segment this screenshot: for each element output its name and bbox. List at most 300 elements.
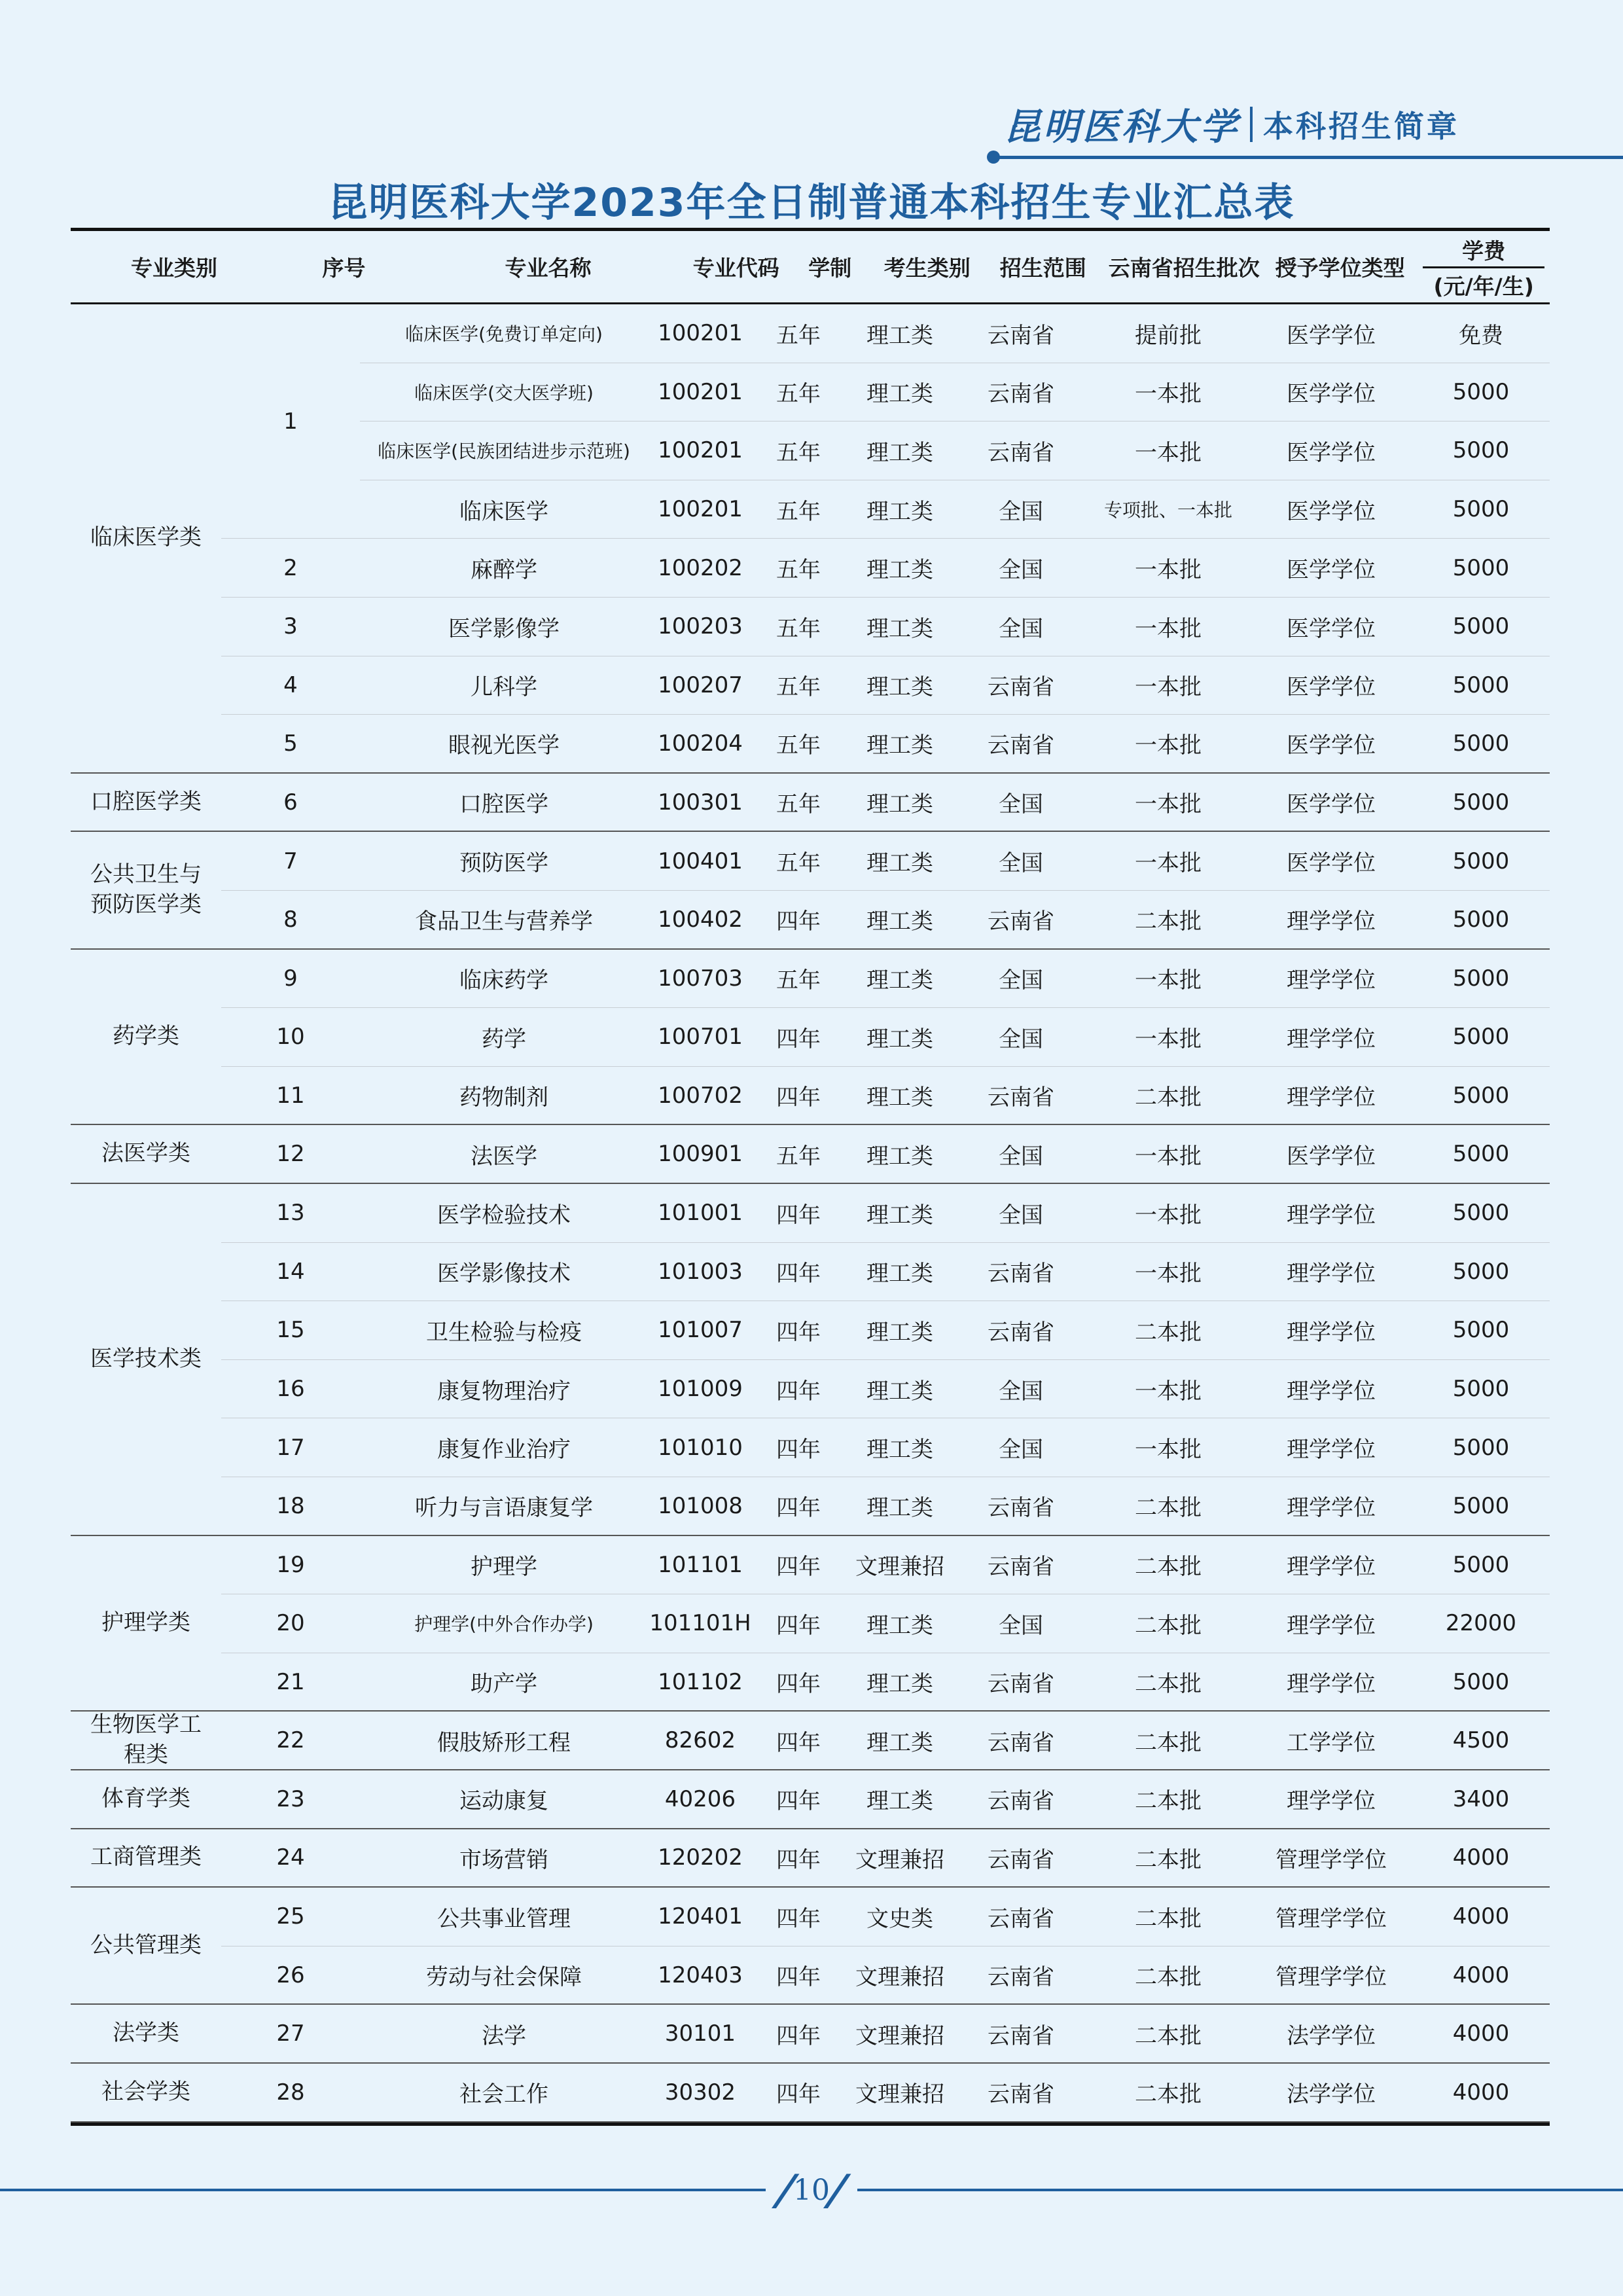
category-group [71,1888,1550,2005]
duration-cell: 四年 [753,1653,844,1712]
major-code-cell: 100203 [648,598,753,656]
seq-group [221,598,1550,656]
duration-cell: 五年 [753,422,844,480]
seq-rows [360,1770,1550,1829]
fee-cell: 5000 [1412,1536,1550,1595]
degree-cell: 理学学位 [1250,1653,1412,1712]
major-code-cell: 100701 [648,1008,753,1067]
duration-cell: 四年 [753,1536,844,1595]
degree-cell: 医学学位 [1250,832,1412,891]
table-row [360,1653,1550,1712]
seq-group [221,1888,1550,1946]
fee-cell: 5000 [1412,1008,1550,1067]
batch-cell: 专项批、一本批 [1086,480,1250,539]
header-major-name: 专业名称 [505,255,592,281]
degree-cell: 法学学位 [1250,2064,1412,2123]
degree-cell: 理学学位 [1250,1477,1412,1536]
fee-cell: 4000 [1412,1829,1550,1888]
student-type-cell: 理工类 [844,1243,955,1302]
scope-cell: 云南省 [955,1301,1086,1360]
seq-group [221,1301,1550,1360]
table-row [360,1888,1550,1946]
category-rows [221,2064,1550,2123]
scope-cell: 云南省 [955,304,1086,363]
seq-rows [360,891,1550,950]
seq-cell: 12 [221,1125,360,1184]
major-name-cell: 医学影像技术 [360,1243,648,1302]
duration-cell: 四年 [753,1243,844,1302]
table-row [360,2064,1550,2123]
major-name-cell: 临床医学(交大医学班) [360,363,648,422]
fee-cell: 4000 [1412,1946,1550,2005]
batch-cell: 一本批 [1086,1243,1250,1302]
page-slash-right: / [821,2165,855,2215]
scope-cell: 全国 [955,539,1086,598]
fee-cell: 5000 [1412,1243,1550,1302]
seq-group [221,1712,1550,1770]
seq-group [221,774,1550,833]
header-duration: 学制 [808,255,852,281]
seq-rows [360,1418,1550,1477]
student-type-cell: 理工类 [844,304,955,363]
major-code-cell: 101010 [648,1418,753,1477]
table-row [360,715,1550,774]
degree-cell: 理学学位 [1250,891,1412,950]
major-name-cell: 眼视光医学 [360,715,648,774]
header-fee-unit: (元/年/生) [1423,266,1544,301]
seq-rows [360,304,1550,539]
batch-cell: 二本批 [1086,1770,1250,1829]
seq-cell: 15 [221,1301,360,1360]
degree-cell: 理学学位 [1250,1243,1412,1302]
major-name-cell: 法学 [360,2005,648,2064]
major-code-cell: 120401 [648,1888,753,1946]
page-number [766,2165,857,2215]
table-row [360,774,1550,833]
table-row [360,598,1550,656]
seq-rows [360,1243,1550,1302]
category-rows [221,1770,1550,1829]
major-name-cell: 社会工作 [360,2064,648,2123]
batch-cell: 二本批 [1086,891,1250,950]
major-code-cell: 120202 [648,1829,753,1888]
category-rows [221,1712,1550,1770]
student-type-cell: 理工类 [844,774,955,833]
fee-cell: 5000 [1412,1067,1550,1126]
category-group [71,1712,1550,1770]
seq-cell: 2 [221,539,360,598]
batch-cell: 二本批 [1086,2005,1250,2064]
seq-cell: 22 [221,1712,360,1770]
header-brand [1004,98,1459,151]
page-title: 昆明医科大学2023年全日制普通本科招生专业汇总表 [328,180,1295,226]
scope-cell: 云南省 [955,1946,1086,2005]
scope-cell: 云南省 [955,1829,1086,1888]
category-cell: 药学类 [71,950,221,1126]
batch-cell: 一本批 [1086,1360,1250,1419]
table-row [360,1594,1550,1653]
table-row [360,1360,1550,1419]
degree-cell: 理学学位 [1250,1418,1412,1477]
category-cell: 法学类 [71,2005,221,2064]
category-group [71,1829,1550,1888]
fee-cell: 4500 [1412,1712,1550,1770]
student-type-cell: 文理兼招 [844,1946,955,2005]
fee-cell: 5000 [1412,539,1550,598]
major-code-cell: 101102 [648,1653,753,1712]
seq-group [221,1360,1550,1419]
student-type-cell: 文理兼招 [844,2005,955,2064]
major-code-cell: 100703 [648,950,753,1009]
major-name-cell: 劳动与社会保障 [360,1946,648,2005]
seq-cell: 28 [221,2064,360,2123]
duration-cell: 四年 [753,1008,844,1067]
major-code-cell: 100901 [648,1125,753,1184]
major-code-cell: 100201 [648,363,753,422]
fee-cell: 5000 [1412,950,1550,1009]
seq-rows [360,2064,1550,2123]
scope-cell: 全国 [955,1184,1086,1243]
seq-group [221,1243,1550,1302]
table-row [360,950,1550,1009]
major-name-cell: 康复物理治疗 [360,1360,648,1419]
fee-cell: 5000 [1412,1301,1550,1360]
fee-cell: 5000 [1412,480,1550,539]
duration-cell: 五年 [753,774,844,833]
category-rows [221,950,1550,1126]
seq-rows [360,1653,1550,1712]
category-rows [221,774,1550,833]
student-type-cell: 理工类 [844,422,955,480]
degree-cell: 理学学位 [1250,1360,1412,1419]
major-name-cell: 听力与言语康复学 [360,1477,648,1536]
batch-cell: 一本批 [1086,598,1250,656]
table-row [360,422,1550,480]
batch-cell: 一本批 [1086,539,1250,598]
scope-cell: 全国 [955,1008,1086,1067]
major-name-cell: 假肢矫形工程 [360,1712,648,1770]
scope-cell: 云南省 [955,1888,1086,1946]
seq-rows [360,950,1550,1009]
table-row [360,1477,1550,1536]
batch-cell: 二本批 [1086,1946,1250,2005]
major-name-cell: 法医学 [360,1125,648,1184]
scope-cell: 云南省 [955,422,1086,480]
category-rows [221,1829,1550,1888]
table-row [360,480,1550,539]
duration-cell: 五年 [753,480,844,539]
duration-cell: 四年 [753,891,844,950]
degree-cell: 管理学学位 [1250,1946,1412,2005]
scope-cell: 云南省 [955,715,1086,774]
fee-cell: 5000 [1412,1418,1550,1477]
major-name-cell: 康复作业治疗 [360,1418,648,1477]
seq-group [221,891,1550,950]
batch-cell: 一本批 [1086,363,1250,422]
seq-cell: 6 [221,774,360,833]
major-code-cell: 100204 [648,715,753,774]
seq-group [221,1477,1550,1536]
scope-cell: 云南省 [955,1712,1086,1770]
student-type-cell: 理工类 [844,1360,955,1419]
major-code-cell: 101001 [648,1184,753,1243]
seq-group [221,304,1550,539]
major-code-cell: 30101 [648,2005,753,2064]
student-type-cell: 理工类 [844,1477,955,1536]
batch-cell: 二本批 [1086,1301,1250,1360]
seq-cell: 4 [221,656,360,715]
duration-cell: 五年 [753,304,844,363]
student-type-cell: 理工类 [844,1008,955,1067]
batch-cell: 一本批 [1086,832,1250,891]
batch-cell: 一本批 [1086,1125,1250,1184]
batch-cell: 二本批 [1086,1653,1250,1712]
degree-cell: 理学学位 [1250,1067,1412,1126]
seq-group [221,1067,1550,1126]
seq-group [221,1653,1550,1712]
seq-cell: 21 [221,1653,360,1712]
header-fee-label: 学费 [1462,238,1506,264]
batch-cell: 二本批 [1086,1594,1250,1653]
fee-cell: 4000 [1412,1888,1550,1946]
batch-cell: 一本批 [1086,774,1250,833]
category-rows [221,2005,1550,2064]
major-name-cell: 药物制剂 [360,1067,648,1126]
student-type-cell: 文史类 [844,1888,955,1946]
seq-rows [360,1946,1550,2005]
duration-cell: 五年 [753,363,844,422]
category-rows [221,304,1550,774]
category-cell: 生物医学工程类 [71,1712,221,1770]
category-group [71,832,1550,949]
major-code-cell: 120403 [648,1946,753,2005]
seq-cell: 13 [221,1184,360,1243]
student-type-cell: 理工类 [844,1770,955,1829]
category-group [71,1536,1550,1712]
table-row [360,1712,1550,1770]
student-type-cell: 文理兼招 [844,2064,955,2123]
fee-cell: 22000 [1412,1594,1550,1653]
major-code-cell: 100202 [648,539,753,598]
student-type-cell: 理工类 [844,656,955,715]
seq-rows [360,1125,1550,1184]
seq-rows [360,1008,1550,1067]
major-name-cell: 临床医学(民族团结进步示范班) [360,422,648,480]
table-body [71,304,1550,2123]
seq-cell: 24 [221,1829,360,1888]
table-row [360,832,1550,891]
scope-cell: 云南省 [955,1653,1086,1712]
duration-cell: 四年 [753,2005,844,2064]
fee-cell: 5000 [1412,774,1550,833]
category-cell: 护理学类 [71,1536,221,1712]
table-row [360,1829,1550,1888]
category-group [71,774,1550,833]
fee-cell: 5000 [1412,832,1550,891]
batch-cell: 二本批 [1086,1829,1250,1888]
student-type-cell: 理工类 [844,1418,955,1477]
major-name-cell: 临床医学 [360,480,648,539]
duration-cell: 四年 [753,1770,844,1829]
major-name-cell: 运动康复 [360,1770,648,1829]
seq-rows [360,1536,1550,1595]
seq-rows [360,539,1550,598]
seq-rows [360,1477,1550,1536]
major-code-cell: 30302 [648,2064,753,2123]
major-code-cell: 100702 [648,1067,753,1126]
duration-cell: 五年 [753,715,844,774]
batch-cell: 一本批 [1086,1008,1250,1067]
scope-cell: 全国 [955,1418,1086,1477]
seq-rows [360,1829,1550,1888]
table-row [360,2005,1550,2064]
category-cell: 口腔医学类 [71,774,221,833]
header-category: 专业类别 [130,255,217,281]
duration-cell: 四年 [753,1594,844,1653]
category-rows [221,1536,1550,1712]
header-degree: 授予学位类型 [1275,255,1405,281]
scope-cell: 云南省 [955,1067,1086,1126]
seq-group [221,832,1550,891]
degree-cell: 医学学位 [1250,715,1412,774]
brochure-subtitle: 本科招生简章 [1263,109,1459,144]
table-row [360,363,1550,422]
major-name-cell: 公共事业管理 [360,1888,648,1946]
page-number-text: 10 [793,2173,830,2207]
degree-cell: 医学学位 [1250,422,1412,480]
student-type-cell: 理工类 [844,891,955,950]
seq-cell: 1 [221,304,360,539]
table-row [360,1301,1550,1360]
batch-cell: 一本批 [1086,422,1250,480]
batch-cell: 一本批 [1086,1184,1250,1243]
table-row [360,1243,1550,1302]
major-code-cell: 100207 [648,656,753,715]
major-code-cell: 101101H [648,1594,753,1653]
category-cell: 社会学类 [71,2064,221,2123]
table-row [360,1536,1550,1595]
degree-cell: 医学学位 [1250,656,1412,715]
duration-cell: 四年 [753,1477,844,1536]
major-code-cell: 101101 [648,1536,753,1595]
major-code-cell: 101007 [648,1301,753,1360]
major-name-cell: 医学检验技术 [360,1184,648,1243]
scope-cell: 云南省 [955,363,1086,422]
batch-cell: 一本批 [1086,656,1250,715]
category-cell: 工商管理类 [71,1829,221,1888]
header-fee [1418,231,1550,302]
table-row [360,1946,1550,2005]
seq-cell: 5 [221,715,360,774]
major-code-cell: 82602 [648,1712,753,1770]
student-type-cell: 理工类 [844,598,955,656]
scope-cell: 全国 [955,950,1086,1009]
duration-cell: 四年 [753,1712,844,1770]
category-cell: 公共卫生与预防医学类 [71,832,221,949]
seq-group [221,2064,1550,2123]
header-scope: 招生范围 [999,255,1086,281]
duration-cell: 四年 [753,1301,844,1360]
seq-group [221,539,1550,598]
degree-cell: 理学学位 [1250,950,1412,1009]
fee-cell: 5000 [1412,1184,1550,1243]
seq-cell: 8 [221,891,360,950]
batch-cell: 一本批 [1086,950,1250,1009]
header-separator [1250,107,1253,142]
major-code-cell: 101003 [648,1243,753,1302]
batch-cell: 二本批 [1086,1477,1250,1536]
seq-cell: 27 [221,2005,360,2064]
category-group [71,1125,1550,1184]
university-name: 昆明医科大学 [1004,105,1240,149]
category-cell: 体育学类 [71,1770,221,1829]
major-name-cell: 口腔医学 [360,774,648,833]
major-name-cell: 儿科学 [360,656,648,715]
seq-rows [360,832,1550,891]
seq-cell: 11 [221,1067,360,1126]
scope-cell: 全国 [955,598,1086,656]
scope-cell: 全国 [955,480,1086,539]
scope-cell: 全国 [955,1360,1086,1419]
degree-cell: 医学学位 [1250,598,1412,656]
scope-cell: 全国 [955,774,1086,833]
degree-cell: 医学学位 [1250,774,1412,833]
seq-group [221,1946,1550,2005]
fee-cell: 免费 [1412,304,1550,363]
major-code-cell: 101009 [648,1360,753,1419]
seq-group [221,1536,1550,1595]
fee-cell: 3400 [1412,1770,1550,1829]
seq-group [221,950,1550,1009]
student-type-cell: 理工类 [844,363,955,422]
header-student-type: 考生类别 [883,255,971,281]
seq-rows [360,1184,1550,1243]
duration-cell: 五年 [753,656,844,715]
seq-cell: 14 [221,1243,360,1302]
duration-cell: 四年 [753,2064,844,2123]
seq-cell: 16 [221,1360,360,1419]
seq-rows [360,715,1550,774]
seq-group [221,1770,1550,1829]
student-type-cell: 理工类 [844,1067,955,1126]
table-row [360,539,1550,598]
fee-cell: 5000 [1412,598,1550,656]
major-code-cell: 100301 [648,774,753,833]
scope-cell: 云南省 [955,1477,1086,1536]
category-group [71,950,1550,1126]
student-type-cell: 文理兼招 [844,1536,955,1595]
seq-group [221,656,1550,715]
seq-rows [360,1712,1550,1770]
major-name-cell: 卫生检验与检疫 [360,1301,648,1360]
degree-cell: 医学学位 [1250,480,1412,539]
seq-cell: 19 [221,1536,360,1595]
seq-cell: 20 [221,1594,360,1653]
duration-cell: 五年 [753,1125,844,1184]
scope-cell: 云南省 [955,656,1086,715]
header-rule [992,156,1623,159]
duration-cell: 四年 [753,1888,844,1946]
student-type-cell: 理工类 [844,1712,955,1770]
major-code-cell: 101008 [648,1477,753,1536]
category-group [71,304,1550,774]
category-rows [221,1888,1550,2005]
category-group [71,2005,1550,2064]
scope-cell: 云南省 [955,891,1086,950]
degree-cell: 理学学位 [1250,1301,1412,1360]
student-type-cell: 文理兼招 [844,1829,955,1888]
student-type-cell: 理工类 [844,950,955,1009]
